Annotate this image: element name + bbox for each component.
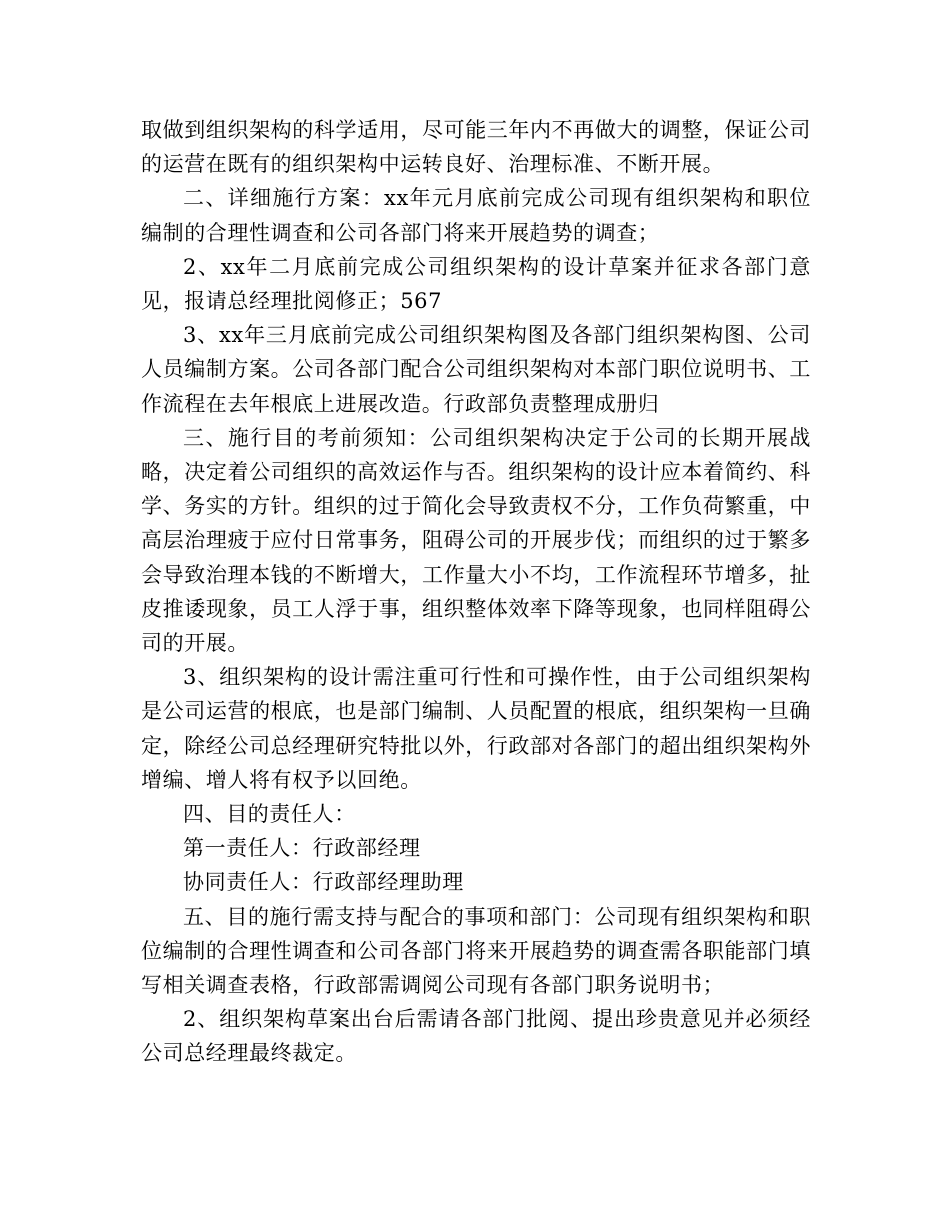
paragraph-section-2-plan: 二、详细施行方案：xx年元月底前完成公司现有组织架构和职位编制的合理性调查和公司各部门将来开展趋势的调查； <box>141 186 811 245</box>
paragraph-continuation: 取做到组织架构的科学适用，尽可能三年内不再做大的调整，保证公司的运营在既有的组织架构中运转良好、治理标准、不断开展。 <box>141 118 811 177</box>
paragraph-co-responsible: 协同责任人：行政部经理助理 <box>183 870 464 895</box>
document-body <box>141 113 811 1071</box>
paragraph-plan-step-2: 2、xx年二月底前完成公司组织架构的设计草案并征求各部门意见，报请总经理批阅修正；567 <box>141 254 811 314</box>
paragraph-section-3-notes: 三、施行目的考前须知：公司组织架构决定于公司的长期开展战略，决定着公司组织的高效运作与否。组织架构的设计应本着简约、科学、务实的方针。组织的过于简化会导致责权不分，工作负荷繁重，中高层治理疲于应付日常事务，阻碍公司的开展步伐；而组织的过于繁多会导致治理本钱的不断增大，工作量大小不均，工作流程环节增多，扯皮推诿现象，员工人浮于事，组织整体效率下降等现象，也同样阻碍公司的开展。 <box>141 425 811 656</box>
paragraph-section-4-heading: 四、目的责任人： <box>183 802 356 827</box>
paragraph-section-5-support: 五、目的施行需支持与配合的事项和部门：公司现有组织架构和职位编制的合理性调查和公司各部门将来开展趋势的调查需各职能部门填写相关调查表格，行政部需调阅公司现有各部门职务说明书； <box>141 904 811 998</box>
paragraph-notes-item-3: 3、组织架构的设计需注重可行性和可操作性，由于公司组织架构是公司运营的根底，也是部门编制、人员配置的根底，组织架构一旦确定，除经公司总经理研究特批以外，行政部对各部门的超出组织架构外增编、增人将有权予以回绝。 <box>141 665 811 792</box>
paragraph-plan-step-3: 3、xx年三月底前完成公司组织架构图及各部门组织架构图、公司人员编制方案。公司各部门配合公司组织架构对本部门职位说明书、工作流程在去年根底上进展改造。行政部负责整理成册归 <box>141 323 811 416</box>
paragraph-primary-responsible: 第一责任人：行政部经理 <box>183 836 421 861</box>
paragraph-support-item-2: 2、组织架构草案出台后需请各部门批阅、提出珍贵意见并必须经公司总经理最终裁定。 <box>141 1007 811 1066</box>
